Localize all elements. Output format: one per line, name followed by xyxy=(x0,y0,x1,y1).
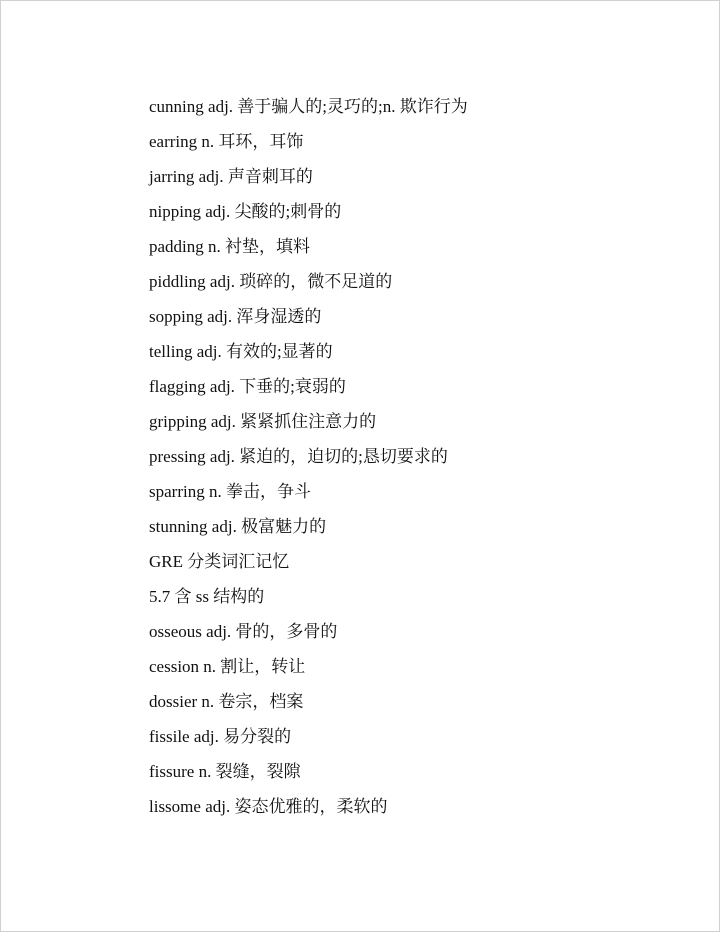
section-heading: GRE 分类词汇记忆 xyxy=(149,552,290,571)
vocab-line-fissile: fissile adj. 易分裂的 xyxy=(149,727,292,746)
vocab-line-gripping: gripping adj. 紧紧抓住注意力的 xyxy=(149,412,377,431)
vocab-line-cunning: cunning adj. 善于骗人的;灵巧的;n. 欺诈行为 xyxy=(149,97,468,116)
vocab-line-sopping: sopping adj. 浑身湿透的 xyxy=(149,307,322,326)
vocab-line-nipping: nipping adj. 尖酸的;刺骨的 xyxy=(149,202,342,221)
vocab-line-sparring: sparring n. 拳击，争斗 xyxy=(149,482,311,501)
vocab-line-jarring: jarring adj. 声音刺耳的 xyxy=(149,167,313,186)
vocab-line-lissome: lissome adj. 姿态优雅的，柔软的 xyxy=(149,797,388,816)
vocab-line-dossier: dossier n. 卷宗，档案 xyxy=(149,692,304,711)
vocabulary-list xyxy=(149,97,689,832)
vocab-line-fissure: fissure n. 裂缝，裂隙 xyxy=(149,762,301,781)
subsection-heading: 5.7 含 ss 结构的 xyxy=(149,587,265,606)
vocab-line-stunning: stunning adj. 极富魅力的 xyxy=(149,517,327,536)
vocab-line-telling: telling adj. 有效的;显著的 xyxy=(149,342,333,361)
vocab-line-earring: earring n. 耳环，耳饰 xyxy=(149,132,304,151)
vocab-line-cession: cession n. 割让，转让 xyxy=(149,657,306,676)
vocab-line-padding: padding n. 衬垫，填料 xyxy=(149,237,311,256)
vocab-line-pressing: pressing adj. 紧迫的，迫切的;恳切要求的 xyxy=(149,447,448,466)
vocab-line-piddling: piddling adj. 琐碎的，微不足道的 xyxy=(149,272,393,291)
vocab-line-osseous: osseous adj. 骨的，多骨的 xyxy=(149,622,338,641)
vocab-line-flagging: flagging adj. 下垂的;衰弱的 xyxy=(149,377,346,396)
